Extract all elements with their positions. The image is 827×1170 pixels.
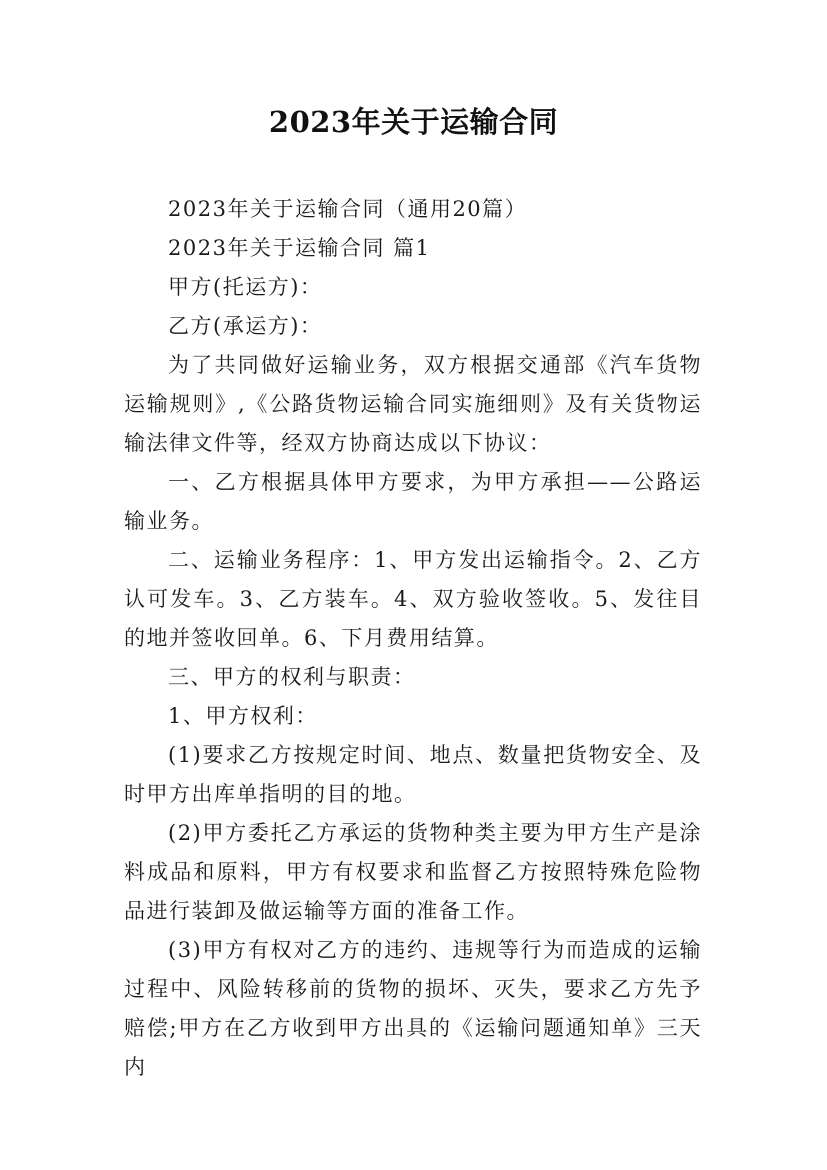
paragraph-right-2: (2)甲方委托乙方承运的货物种类主要为甲方生产是涂料成品和原料，甲方有权要求和监督乙方按照特殊危险物品进行装卸及做运输等方面的准备工作。 — [124, 821, 702, 923]
paragraph-right-3: (3)甲方有权对乙方的违约、违规等行为而造成的运输过程中、风险转移前的货物的损坏、灭失，要求乙方先予赔偿;甲方在乙方收到甲方出具的《运输问题通知单》三天内 — [124, 938, 702, 1079]
paragraph-clause-3: 三、甲方的权利与职责： — [168, 665, 416, 689]
paragraph-rights-heading: 1、甲方权利： — [168, 704, 318, 728]
paragraph-right-1: (1)要求乙方按规定时间、地点、数量把货物安全、及时甲方出库单指明的目的地。 — [124, 743, 702, 806]
paragraph-party-a: 甲方(托运方)： — [168, 275, 323, 299]
paragraph-heading: 2023年关于运输合同（通用20篇） — [168, 197, 528, 221]
document-body — [124, 190, 702, 1087]
paragraph-party-b: 乙方(承运方)： — [168, 314, 323, 338]
paragraph-clause-1: 一、乙方根据具体甲方要求，为甲方承担——公路运输业务。 — [124, 470, 702, 533]
document-title: 2023年关于运输合同 — [268, 105, 559, 139]
paragraph-preamble: 为了共同做好运输业务，双方根据交通部《汽车货物运输规则》,《公路货物运输合同实施细则》及有关货物运输法律文件等，经双方协商达成以下协议： — [124, 353, 702, 455]
paragraph-clause-2: 二、运输业务程序：1、甲方发出运输指令。2、乙方认可发车。3、乙方装车。4、双方验收签收。5、发往目的地并签收回单。6、下月费用结算。 — [124, 548, 702, 650]
paragraph-section: 2023年关于运输合同 篇1 — [168, 236, 431, 260]
